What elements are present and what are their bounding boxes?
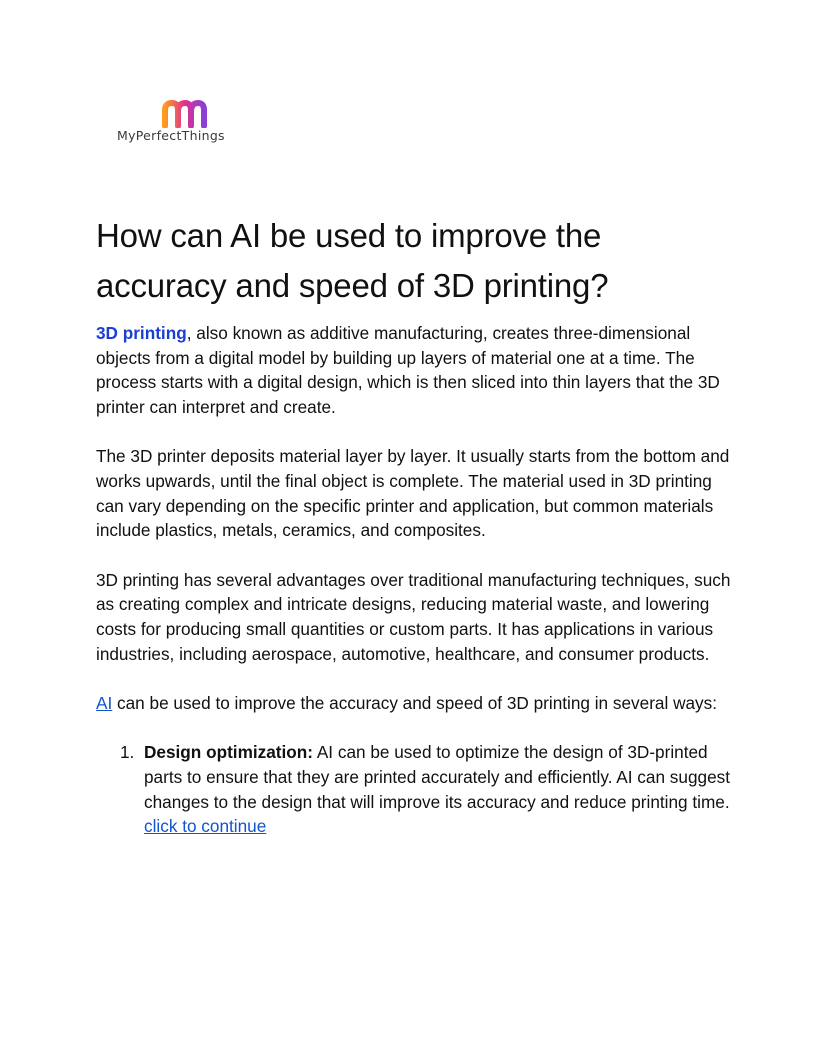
m-letter-logo-icon — [161, 100, 207, 128]
logo — [117, 96, 257, 152]
ai-link[interactable]: AI — [96, 692, 113, 713]
click-to-continue-link[interactable]: click to continue — [144, 816, 267, 837]
paragraph-advantages: 3D printing has several advantages over traditional manufacturing techniques, such as creating complex and intricate designs, reducing material waste, and lowering costs for producing small quantities or custom parts. It has applications in various industries, including aerospace, automotive, healthcare, and consumer products. — [96, 569, 731, 664]
ways-list — [96, 740, 736, 839]
list-item-number: 1. — [120, 742, 135, 763]
logo-text: MyPerfectThings — [117, 128, 225, 143]
paragraph-intro — [96, 321, 736, 420]
article-title: How can AI be used to improve the accuracy and speed of 3D printing? — [96, 217, 609, 304]
paragraph-process: The 3D printer deposits material layer by layer. It usually starts from the bottom and works upwards, until the final object is complete. The material used in 3D printing can vary depending on the specific printer and application, but common materials include plastics, metals, ceramics, and composites. — [96, 446, 730, 541]
list-item-text: AI can be used to optimize the design of 3D-printed parts to ensure that they are printed accurately and efficiently. AI can suggest changes to the design that will improve its accuracy and reduce printing time. — [144, 742, 730, 812]
list-item-term: Design optimization: — [144, 742, 314, 763]
article — [96, 211, 736, 839]
paragraph-intro-text: , also known as additive manufacturing, creates three-dimensional objects from a digital model by building up layers of material one at a time. The process starts with a digital design, which is then sliced into thin layers that the 3D printer can interpret and create. — [96, 323, 720, 418]
paragraph-ai-text: can be used to improve the accuracy and speed of 3D printing in several ways: — [112, 692, 718, 713]
list-item — [96, 740, 736, 839]
paragraph-ai — [96, 691, 736, 716]
3d-printing-link[interactable]: 3D printing — [96, 323, 187, 343]
